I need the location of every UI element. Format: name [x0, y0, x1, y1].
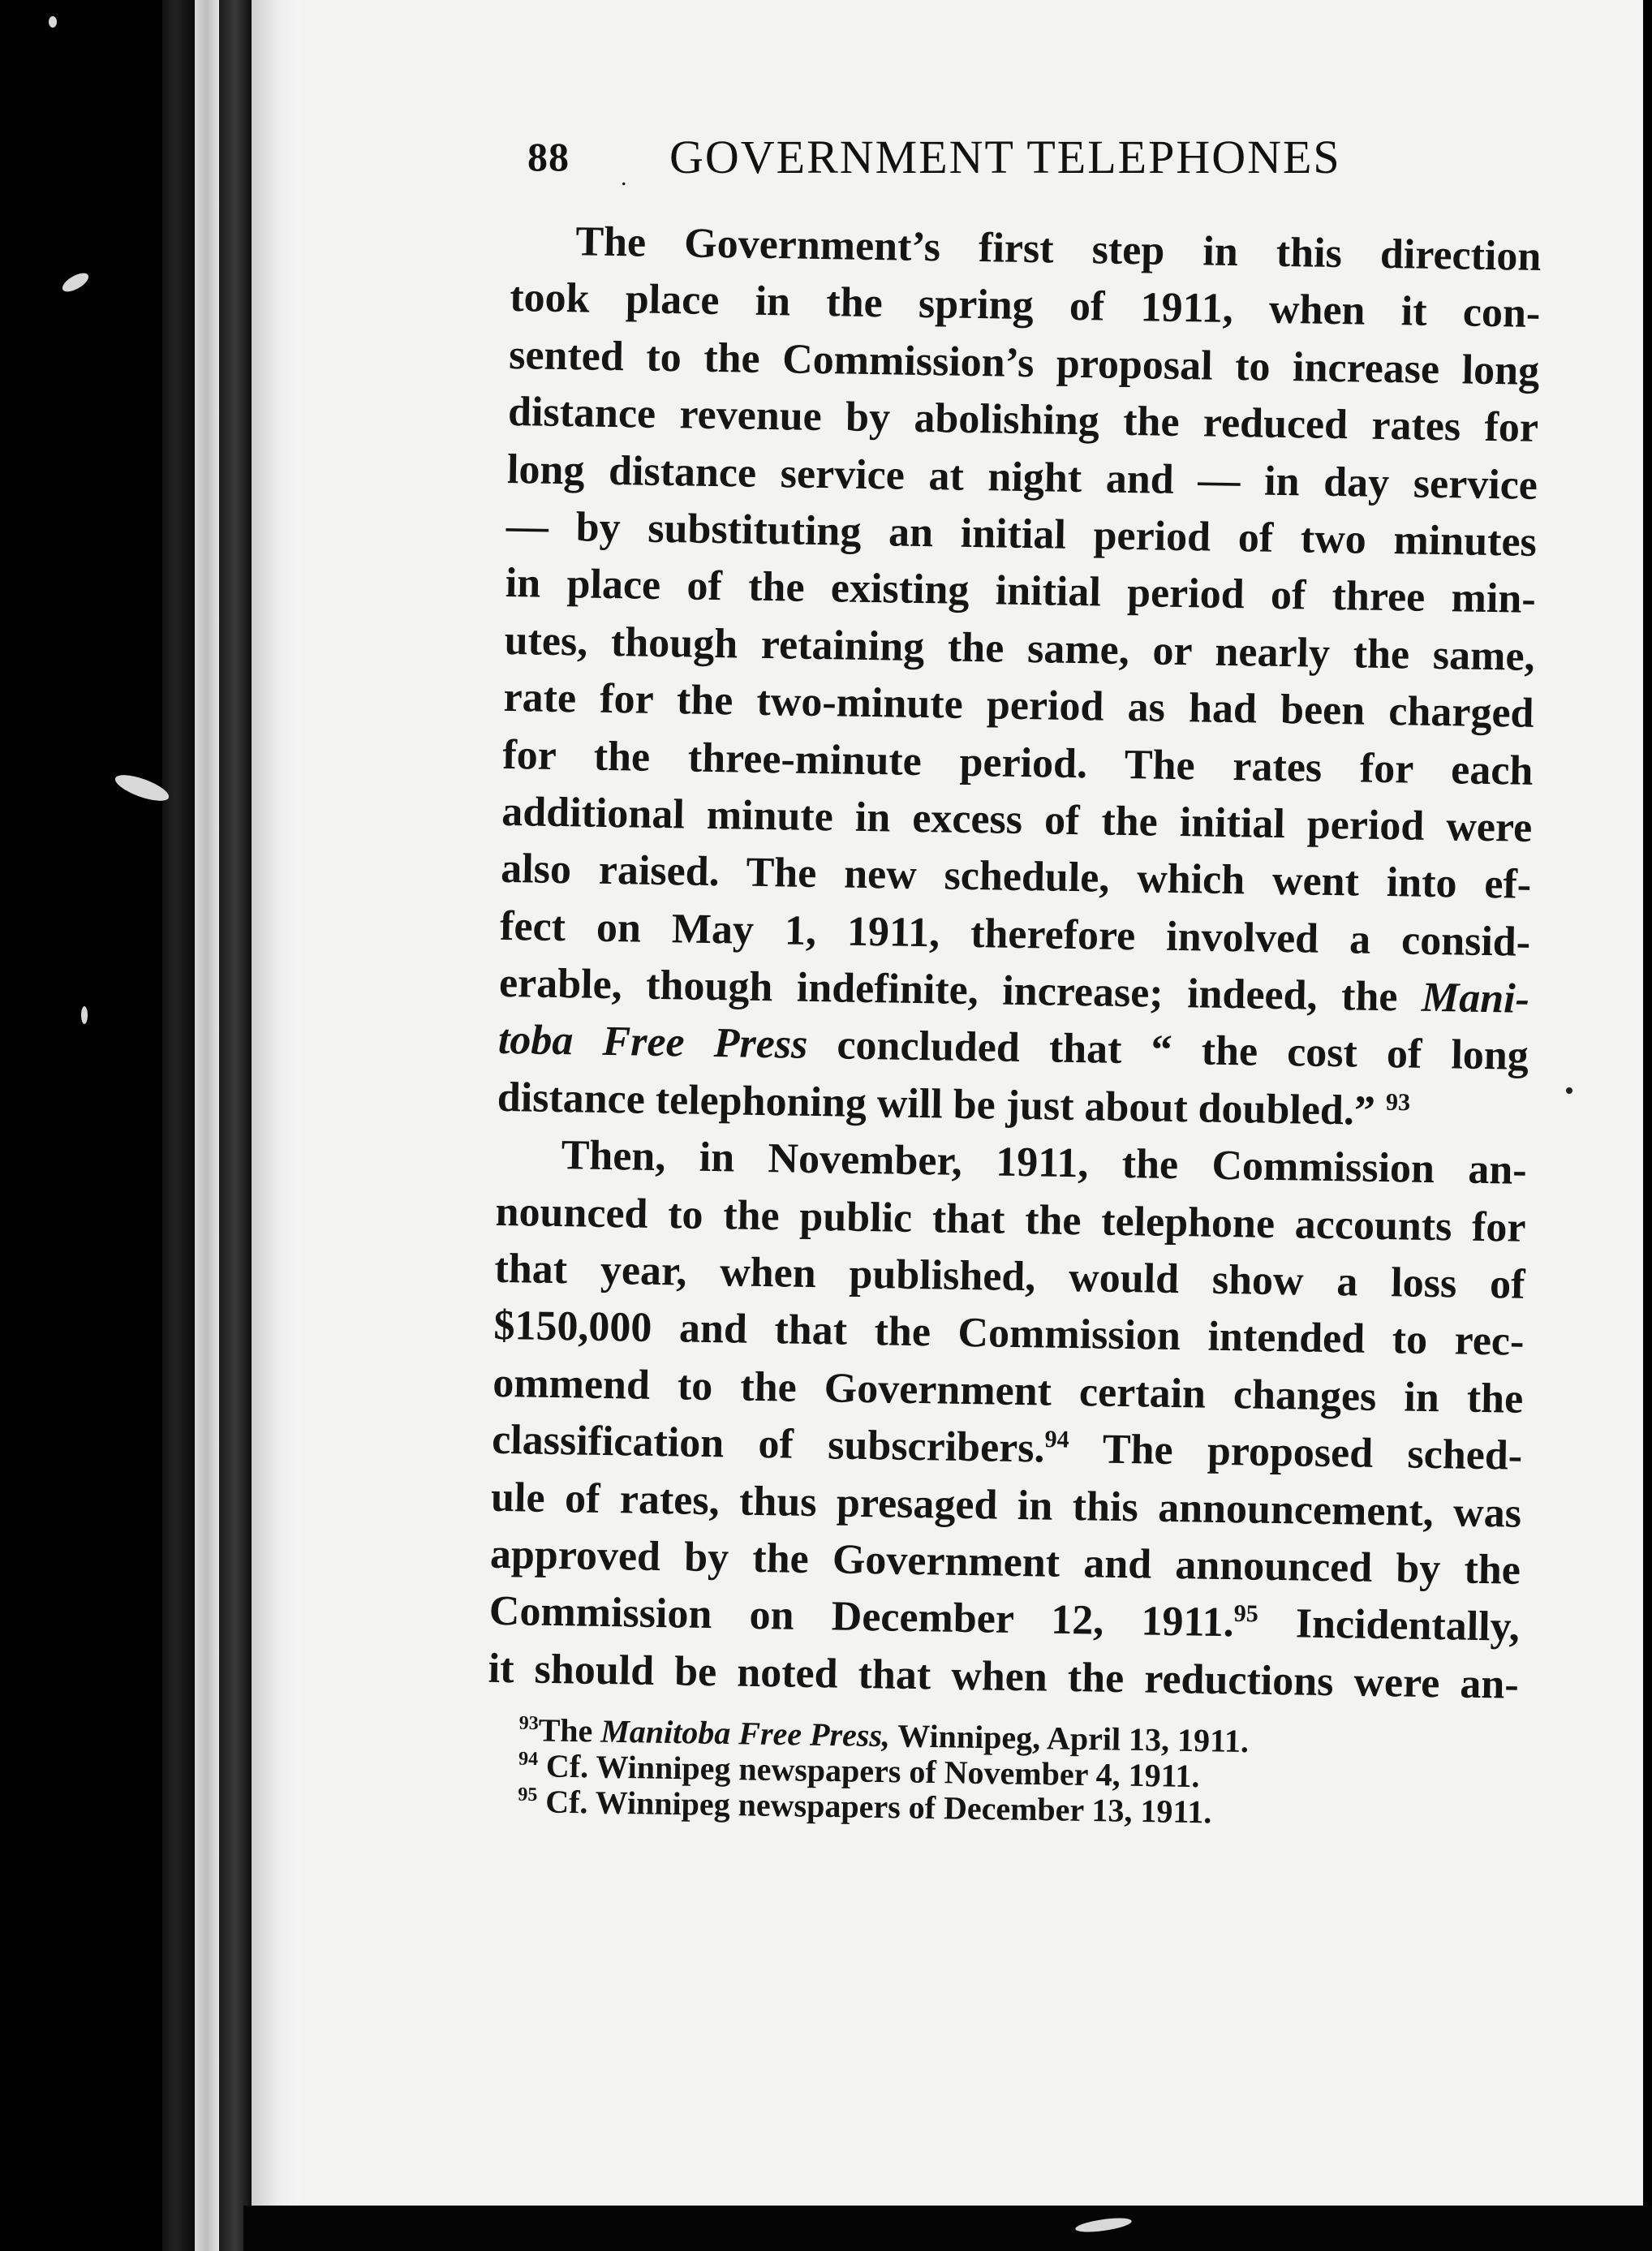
header-separator: . [621, 164, 627, 191]
text-line: The Government’s first step in this direction [575, 218, 1542, 280]
scan-speck [59, 269, 91, 295]
binding-gutter [195, 0, 219, 2251]
text-line: also raised. The new schedule, which went into ef- [500, 846, 1532, 909]
scan-speck [1566, 1087, 1572, 1094]
text-line: nounced to the public that the telephone accounts for [495, 1188, 1526, 1251]
text-line: distance revenue by abolishing the reduced rates for [507, 389, 1539, 452]
footnote-text: Cf. Winnipeg newspapers of November 4, 1911. [545, 1747, 1200, 1795]
body-text [488, 213, 1542, 1714]
binding-gutter [162, 0, 195, 2251]
footnote-ref: 93 [1385, 1088, 1411, 1117]
footnote-marker: 95 [518, 1784, 538, 1806]
text-segment: Commission on December 12, 1911. [488, 1588, 1235, 1646]
text-line: rate for the two-minute period as had been charged [503, 674, 1534, 737]
text-segment: classification of subscribers. [491, 1417, 1045, 1472]
binding-gutter [219, 0, 252, 2251]
text-segment: erable, though indefinite, increase; indeed, the [498, 959, 1422, 1021]
text-line: took place in the spring of 1911, when it con- [509, 274, 1541, 338]
text-line: for the three-minute period. The rates for each [502, 731, 1534, 794]
text-line: ule of rates, thus presaged in this announcement, was [490, 1474, 1522, 1537]
page-header [527, 130, 1582, 203]
footnote-text: Winnipeg, April 13, 1911. [889, 1717, 1250, 1760]
text-line: fect on May 1, 1911, therefore involved a consid- [499, 902, 1531, 966]
text-line: sented to the Commission’s proposal to increase long [508, 331, 1540, 394]
footnote-ref: 94 [1044, 1426, 1069, 1453]
scan-speck [81, 1006, 88, 1024]
page-number: 88 [527, 134, 570, 179]
footnote-marker: 93 [518, 1712, 539, 1735]
text-line: $150,000 and that the Commission intended to rec- [493, 1302, 1525, 1366]
text-line: — by substituting an initial period of two minutes [505, 502, 1538, 566]
running-title: GOVERNMENT TELEPHONES [669, 131, 1341, 183]
text-segment: Incidentally, [1258, 1600, 1521, 1651]
text-line: ommend to the Government certain changes in the [492, 1359, 1524, 1422]
footnote-text: The [538, 1711, 601, 1750]
text-segment: concluded that “ the cost of long [807, 1022, 1529, 1080]
text-line: additional minute in excess of the initial period were [501, 788, 1533, 851]
text-line: approved by the Government and announced by the [489, 1530, 1521, 1594]
binding-gutter [252, 0, 300, 2251]
text-line: long distance service at night and — in day service [506, 445, 1538, 509]
page-bottom-edge [243, 2206, 1652, 2251]
italic-title: toba Free Press [497, 1017, 808, 1069]
footnotes [518, 1712, 1412, 1833]
text-line: Then, in November, 1911, the Commission an- [561, 1132, 1528, 1194]
text-segment: distance telephoning will be just about doubled.” [497, 1074, 1376, 1134]
footnote-marker: 94 [518, 1748, 539, 1771]
text-segment: The proposed sched- [1069, 1426, 1523, 1479]
footnote-ref: 95 [1233, 1600, 1259, 1628]
footnote-italic: Manitoba Free Press, [600, 1712, 891, 1754]
footnote-text: Cf. Winnipeg newspapers of December 13, 1911. [544, 1783, 1212, 1831]
italic-title: Mani- [1421, 974, 1530, 1022]
text-line: in place of the existing initial period of three min- [505, 560, 1537, 623]
text-line: utes, though retaining the same, or nearly the same, [504, 617, 1536, 680]
text-line: it should be noted that when the reductions were an- [488, 1645, 1520, 1708]
text-line: that year, when published, would show a loss of [494, 1245, 1525, 1308]
scan-speck [49, 16, 57, 28]
